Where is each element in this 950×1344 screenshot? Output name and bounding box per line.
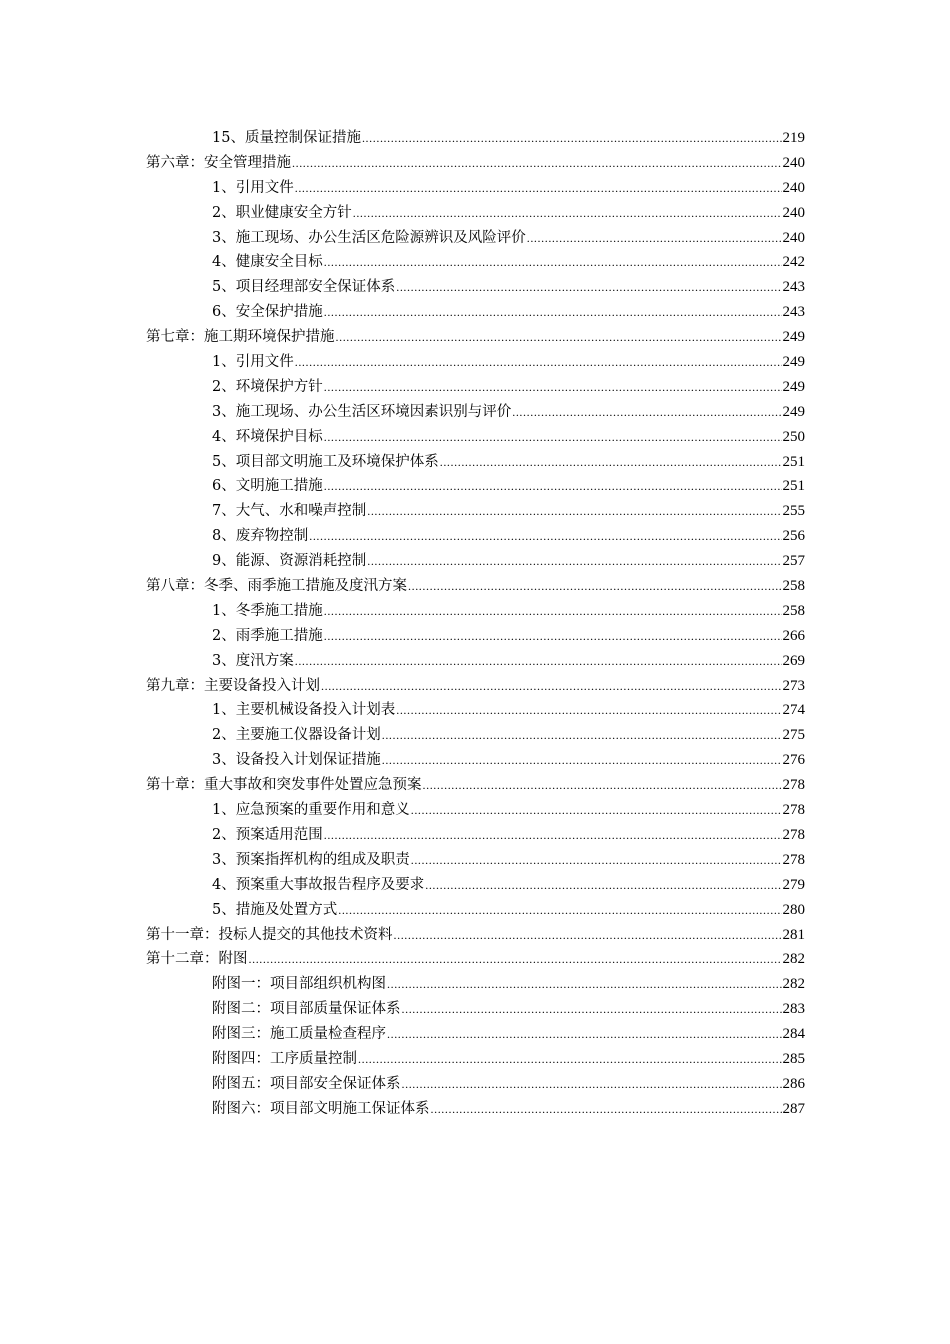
- toc-page-number: 266: [782, 627, 805, 644]
- toc-entry-title: 第九章：主要设备投入计划: [146, 677, 320, 694]
- toc-page-number: 242: [782, 254, 805, 271]
- toc-dot-leader: [324, 255, 782, 270]
- toc-dot-leader: [324, 604, 782, 619]
- toc-page-number: 249: [782, 378, 805, 395]
- toc-section-entry[interactable]: [146, 1047, 805, 1072]
- toc-entry-title: 第八章：冬季、雨季施工措施及度汛方案: [146, 578, 407, 595]
- toc-entry-title: 3、施工现场、办公生活区危险源辨识及风险评价: [212, 229, 526, 246]
- toc-entry-title: 1、主要机械设备投入计划表: [212, 702, 396, 719]
- toc-page-number: 282: [782, 976, 805, 993]
- toc-dot-leader: [411, 803, 782, 818]
- toc-page-number: 280: [782, 901, 805, 918]
- toc-entry-title: 2、预案适用范围: [212, 826, 323, 843]
- toc-dot-leader: [362, 131, 782, 146]
- toc-entry-title: 4、健康安全目标: [212, 254, 323, 271]
- toc-page-number: 279: [782, 876, 805, 893]
- toc-entry-title: 5、项目经理部安全保证体系: [212, 279, 396, 296]
- toc-entry-title: 附图一：项目部组织机构图: [212, 976, 386, 993]
- toc-page-number: 240: [782, 229, 805, 246]
- toc-entry-title: 1、引用文件: [212, 354, 294, 371]
- toc-dot-leader: [324, 828, 782, 843]
- toc-dot-leader: [402, 1002, 782, 1017]
- toc-page-number: 284: [782, 1026, 805, 1043]
- toc-dot-leader: [324, 629, 782, 644]
- toc-entry-title: 第十二章：附图: [146, 951, 248, 968]
- toc-entry-title: 3、施工现场、办公生活区环境因素识别与评价: [212, 403, 512, 420]
- toc-section-entry[interactable]: [146, 972, 805, 997]
- toc-page-number: 255: [782, 503, 805, 520]
- toc-section-entry[interactable]: [146, 848, 805, 873]
- toc-entry-title: 9、能源、资源消耗控制: [212, 553, 367, 570]
- toc-section-entry[interactable]: [146, 873, 805, 898]
- toc-dot-leader: [423, 778, 782, 793]
- toc-section-entry[interactable]: [146, 226, 805, 251]
- toc-entry-title: 6、文明施工措施: [212, 478, 323, 495]
- toc-dot-leader: [338, 903, 781, 918]
- toc-entry-title: 3、预案指挥机构的组成及职责: [212, 851, 410, 868]
- toc-chapter-entry[interactable]: [146, 151, 805, 176]
- toc-entry-title: 附图六：项目部文明施工保证体系: [212, 1100, 430, 1117]
- toc-page-number: 250: [782, 428, 805, 445]
- toc-section-entry[interactable]: [146, 126, 805, 151]
- toc-page-number: 274: [782, 702, 805, 719]
- toc-dot-leader: [309, 529, 781, 544]
- table-of-contents: [146, 126, 805, 1122]
- toc-dot-leader: [324, 479, 782, 494]
- toc-section-entry[interactable]: [146, 1072, 805, 1097]
- toc-dot-leader: [358, 1052, 782, 1067]
- toc-dot-leader: [527, 231, 782, 246]
- toc-section-entry[interactable]: [146, 176, 805, 201]
- toc-page-number: 269: [782, 652, 805, 669]
- toc-section-entry[interactable]: [146, 499, 805, 524]
- toc-entry-title: 4、环境保护目标: [212, 428, 323, 445]
- toc-section-entry[interactable]: [146, 1022, 805, 1047]
- toc-page-number: 251: [782, 453, 805, 470]
- toc-page-number: 258: [782, 602, 805, 619]
- toc-dot-leader: [324, 430, 782, 445]
- toc-chapter-entry[interactable]: [146, 923, 805, 948]
- toc-section-entry[interactable]: [146, 823, 805, 848]
- toc-page-number: 281: [782, 926, 805, 943]
- toc-entry-title: 第十一章：投标人提交的其他技术资料: [146, 926, 393, 943]
- toc-page-number: 240: [782, 154, 805, 171]
- toc-entry-title: 2、职业健康安全方针: [212, 204, 352, 221]
- toc-entry-title: 1、应急预案的重要作用和意义: [212, 802, 410, 819]
- toc-entry-title: 附图五：项目部安全保证体系: [212, 1075, 401, 1092]
- toc-dot-leader: [249, 952, 782, 967]
- toc-dot-leader: [295, 355, 782, 370]
- toc-page-number: 243: [782, 279, 805, 296]
- toc-chapter-entry[interactable]: [146, 574, 805, 599]
- toc-page-number: 286: [782, 1075, 805, 1092]
- toc-entry-title: 2、主要施工仪器设备计划: [212, 727, 381, 744]
- toc-entry-title: 7、大气、水和噪声控制: [212, 503, 367, 520]
- toc-dot-leader: [292, 156, 782, 171]
- toc-page-number: 278: [782, 777, 805, 794]
- toc-page-number: 282: [782, 951, 805, 968]
- toc-dot-leader: [431, 1102, 782, 1117]
- toc-section-entry[interactable]: [146, 599, 805, 624]
- toc-page-number: 278: [782, 802, 805, 819]
- toc-chapter-entry[interactable]: [146, 773, 805, 798]
- toc-dot-leader: [321, 679, 782, 694]
- toc-section-entry[interactable]: [146, 300, 805, 325]
- toc-section-entry[interactable]: [146, 250, 805, 275]
- toc-entry-title: 3、度汛方案: [212, 652, 294, 669]
- toc-section-entry[interactable]: [146, 275, 805, 300]
- toc-entry-title: 2、环境保护方针: [212, 378, 323, 395]
- toc-entry-title: 8、废弃物控制: [212, 528, 309, 545]
- toc-section-entry[interactable]: [146, 350, 805, 375]
- toc-page-number: 258: [782, 578, 805, 595]
- toc-page-number: 243: [782, 304, 805, 321]
- toc-page-number: 278: [782, 826, 805, 843]
- toc-dot-leader: [295, 181, 782, 196]
- toc-chapter-entry[interactable]: [146, 325, 805, 350]
- toc-page-number: 240: [782, 204, 805, 221]
- toc-entry-title: 2、雨季施工措施: [212, 627, 323, 644]
- toc-entry-title: 6、安全保护措施: [212, 304, 323, 321]
- toc-section-entry[interactable]: [146, 624, 805, 649]
- toc-page-number: 219: [782, 130, 805, 146]
- toc-dot-leader: [396, 280, 781, 295]
- toc-entry-title: 5、措施及处置方式: [212, 901, 338, 918]
- toc-dot-leader: [367, 554, 781, 569]
- toc-entry-title: 第六章：安全管理措施: [146, 154, 291, 171]
- toc-entry-title: 第十章：重大事故和突发事件处置应急预案: [146, 777, 422, 794]
- toc-section-entry[interactable]: [146, 698, 805, 723]
- toc-page-number: 249: [782, 329, 805, 346]
- toc-page-number: 240: [782, 179, 805, 196]
- toc-page-number: 276: [782, 752, 805, 769]
- toc-dot-leader: [353, 206, 782, 221]
- toc-page-number: 256: [782, 528, 805, 545]
- toc-entry-title: 5、项目部文明施工及环境保护体系: [212, 453, 439, 470]
- toc-section-entry[interactable]: [146, 549, 805, 574]
- toc-entry-title: 15、质量控制保证措施: [212, 130, 361, 146]
- toc-section-entry[interactable]: [146, 450, 805, 475]
- toc-page-number: 275: [782, 727, 805, 744]
- toc-section-entry[interactable]: [146, 474, 805, 499]
- toc-section-entry[interactable]: [146, 524, 805, 549]
- toc-dot-leader: [382, 728, 782, 743]
- toc-page-number: 273: [782, 677, 805, 694]
- toc-section-entry[interactable]: [146, 748, 805, 773]
- toc-dot-leader: [367, 504, 781, 519]
- toc-section-entry[interactable]: [146, 649, 805, 674]
- toc-dot-leader: [324, 305, 782, 320]
- toc-entry-title: 第七章：施工期环境保护措施: [146, 329, 335, 346]
- toc-dot-leader: [394, 928, 782, 943]
- toc-dot-leader: [425, 878, 781, 893]
- toc-page-number: 285: [782, 1050, 805, 1067]
- toc-entry-title: 4、预案重大事故报告程序及要求: [212, 876, 425, 893]
- toc-section-entry[interactable]: [146, 723, 805, 748]
- toc-dot-leader: [402, 1077, 782, 1092]
- toc-dot-leader: [411, 853, 782, 868]
- toc-chapter-entry[interactable]: [146, 674, 805, 699]
- toc-dot-leader: [295, 654, 782, 669]
- toc-page-number: 249: [782, 403, 805, 420]
- toc-entry-title: 1、引用文件: [212, 179, 294, 196]
- toc-dot-leader: [336, 330, 782, 345]
- toc-section-entry[interactable]: [146, 425, 805, 450]
- toc-entry-title: 1、冬季施工措施: [212, 602, 323, 619]
- toc-page-number: 287: [782, 1100, 805, 1117]
- toc-dot-leader: [440, 455, 782, 470]
- toc-page-number: 257: [782, 553, 805, 570]
- toc-entry-title: 附图四：工序质量控制: [212, 1050, 357, 1067]
- toc-dot-leader: [387, 977, 782, 992]
- toc-section-entry[interactable]: [146, 375, 805, 400]
- toc-section-entry[interactable]: [146, 1097, 805, 1122]
- toc-dot-leader: [324, 380, 782, 395]
- toc-section-entry[interactable]: [146, 898, 805, 923]
- toc-entry-title: 3、设备投入计划保证措施: [212, 752, 381, 769]
- toc-page-number: 278: [782, 851, 805, 868]
- toc-page-number: 283: [782, 1001, 805, 1018]
- toc-section-entry[interactable]: [146, 798, 805, 823]
- toc-dot-leader: [512, 405, 781, 420]
- toc-page-number: 251: [782, 478, 805, 495]
- toc-chapter-entry[interactable]: [146, 947, 805, 972]
- toc-section-entry[interactable]: [146, 201, 805, 226]
- toc-entry-title: 附图三：施工质量检查程序: [212, 1026, 386, 1043]
- toc-section-entry[interactable]: [146, 400, 805, 425]
- toc-dot-leader: [396, 703, 781, 718]
- toc-entry-title: 附图二：项目部质量保证体系: [212, 1001, 401, 1018]
- toc-dot-leader: [408, 579, 782, 594]
- toc-dot-leader: [382, 753, 782, 768]
- toc-page-number: 249: [782, 354, 805, 371]
- toc-section-entry[interactable]: [146, 997, 805, 1022]
- toc-dot-leader: [387, 1027, 782, 1042]
